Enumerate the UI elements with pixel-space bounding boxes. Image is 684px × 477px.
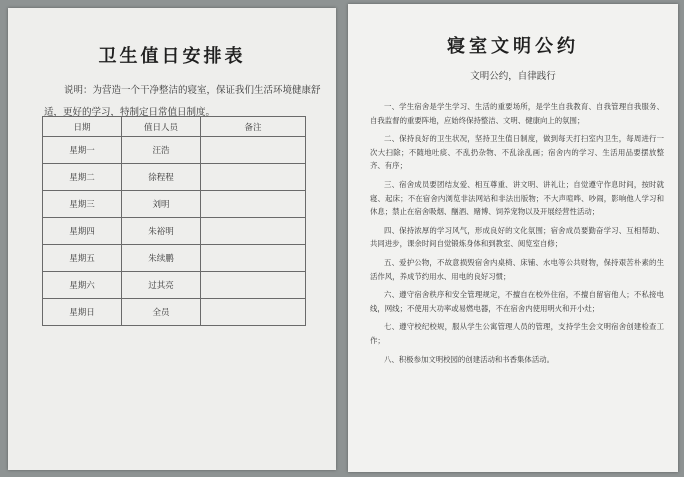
convention-item: 二、保持良好的卫生状况，坚持卫生值日制度，做到每天打扫室内卫生，每周进行一次大扫除；不随地吐痰、不乱扔杂物、不乱涂乱画；宿舍内的学习、生活用品要摆放整齐、有序；	[370, 134, 664, 171]
column-header-note: 备注	[201, 117, 306, 137]
table-row	[43, 299, 306, 326]
day-cell: 星期五	[43, 245, 122, 272]
person-cell: 朱续鹏	[122, 245, 201, 272]
duty-table-header-row	[43, 117, 306, 137]
convention-item: 八、积极参加文明校园的创建活动和书香集体活动。	[384, 354, 554, 364]
day-cell: 星期三	[43, 191, 122, 218]
convention-subtitle: 文明公约，自律践行	[470, 71, 556, 82]
person-cell: 过其亮	[122, 272, 201, 299]
note-cell	[201, 137, 306, 164]
table-row	[43, 191, 306, 218]
dorm-convention-sheet	[348, 4, 678, 472]
day-cell: 星期日	[43, 299, 122, 326]
day-cell: 星期四	[43, 218, 122, 245]
person-cell: 全员	[122, 299, 201, 326]
person-cell: 朱裕明	[122, 218, 201, 245]
convention-item: 六、遵守宿舍秩序和安全管理规定，不擅自在校外住宿，不擅自留宿他人；不私接电线，网线；不使用大功率或易燃电器，不在宿舍内使用明火和开小灶；	[370, 290, 664, 313]
day-cell: 星期一	[43, 137, 122, 164]
duty-schedule-sheet	[8, 8, 336, 470]
table-row	[43, 137, 306, 164]
column-header-person: 值日人员	[122, 117, 201, 137]
duty-schedule-title: 卫生值日安排表	[98, 46, 246, 67]
table-row	[43, 218, 306, 245]
note-cell	[201, 164, 306, 191]
table-row	[43, 245, 306, 272]
person-cell: 刘明	[122, 191, 201, 218]
table-row	[43, 272, 306, 299]
duty-table	[42, 116, 306, 326]
convention-body	[370, 100, 664, 371]
convention-title: 寝室文明公约	[447, 36, 579, 57]
day-cell: 星期二	[43, 164, 122, 191]
note-cell	[201, 218, 306, 245]
note-cell	[201, 191, 306, 218]
convention-item: 七、遵守校纪校规，服从学生公寓管理人员的管理，支持学生会文明宿舍创建检查工作；	[370, 322, 664, 345]
person-cell: 汪浩	[122, 137, 201, 164]
column-header-date: 日期	[43, 117, 122, 137]
convention-item: 五、爱护公物，不故意损毁宿舍内桌椅、床铺、水电等公共财物，保持艰苦朴素的生活作风，养成节约用水、用电的良好习惯；	[370, 257, 664, 281]
convention-item: 一、学生宿舍是学生学习、生活的重要场所，是学生自我教育、自我管理自我服务、自我监督的重要阵地，应始终保持整洁、文明、健康向上的氛围；	[370, 102, 664, 125]
note-cell	[201, 299, 306, 326]
duty-schedule-intro: 说明：为营造一个干净整洁的寝室，保证我们生活环境健康舒适，更好的学习，特制定日常值日制度。	[44, 85, 321, 118]
day-cell: 星期六	[43, 272, 122, 299]
person-cell: 徐程程	[122, 164, 201, 191]
note-cell	[201, 272, 306, 299]
convention-item: 四、保持浓厚的学习风气，形成良好的文化氛围；宿舍成员要勤奋学习、互相帮助、共同进步，课余时间自觉锻炼身体和到教室、阅览室自修；	[370, 225, 664, 249]
note-cell	[201, 245, 306, 272]
table-row	[43, 164, 306, 191]
convention-item: 三、宿舍成员要团结友爱、相互尊重、讲文明、讲礼让；自觉遵守作息时间，按时就寝、起床；不在宿舍内浏览非法网站和非法出版物；不大声喧哗、吵闹，影响他人学习和休息；禁止在宿舍吸烟、酗酒、赌博、饲养宠物以及开展经营性活动；	[370, 179, 664, 217]
